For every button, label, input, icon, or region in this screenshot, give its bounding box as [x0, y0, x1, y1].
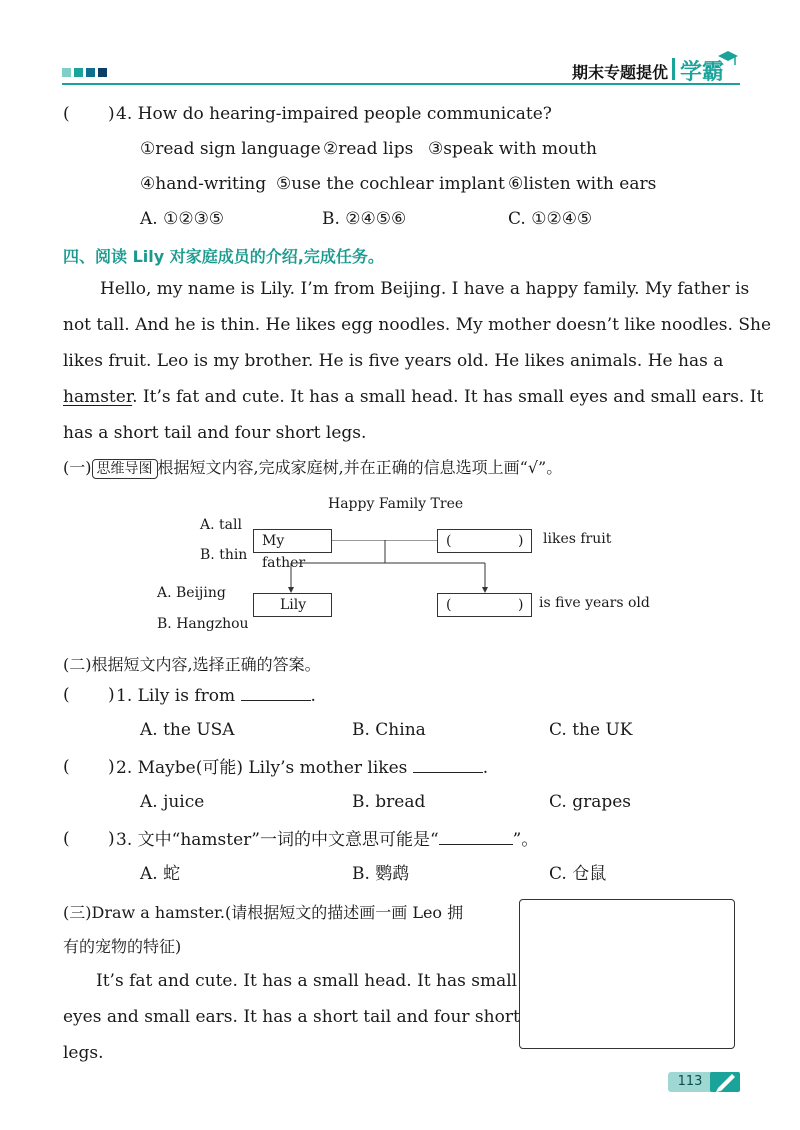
- answer-blank[interactable]: [413, 756, 483, 773]
- q3-paren-close: ): [108, 829, 115, 849]
- hamster-description: [63, 963, 520, 1071]
- mother-likes-fruit: likes fruit: [543, 531, 612, 547]
- passage-line: not tall. And he is thin. He likes egg noodles. My mother doesn’t like noodles. She: [63, 315, 771, 335]
- lily-option-b[interactable]: B. Hangzhou: [157, 616, 249, 632]
- pencil-icon: [710, 1066, 740, 1096]
- header-square: [98, 68, 107, 77]
- header-square: [86, 68, 95, 77]
- q1-question: 1. Lily is from .: [116, 686, 316, 706]
- hamster-word: hamster: [63, 387, 133, 407]
- drawing-area[interactable]: [519, 899, 735, 1049]
- q3-paren-open: (: [63, 829, 70, 849]
- part2-heading: (二)根据短文内容,选择正确的答案。: [63, 655, 321, 674]
- part1-heading: (一) 思维导图 根据短文内容,完成家庭树,并在正确的信息选项上画“√”。: [63, 458, 563, 477]
- lily-box: Lily: [253, 593, 332, 617]
- q2-option-b[interactable]: B. bread: [352, 792, 426, 812]
- q4-item: ⑥listen with ears: [508, 174, 657, 194]
- q4-question: 4. How do hearing-impaired people communicate?: [116, 104, 552, 124]
- reading-passage: [63, 271, 771, 451]
- header-square: [74, 68, 83, 77]
- q1-paren-open: (: [63, 685, 70, 705]
- q1-option-a[interactable]: A. the USA: [140, 720, 235, 740]
- q4-paren-open: (: [63, 104, 70, 124]
- q4-option-b[interactable]: B. ②④⑤⑥: [322, 209, 407, 229]
- passage-line: likes fruit. Leo is my brother. He is five years old. He likes animals. He has a: [63, 351, 724, 371]
- part3-heading-line1: (三)Draw a hamster.(请根据短文的描述画一画 Leo 拥: [63, 903, 464, 922]
- father-option-b[interactable]: B. thin: [200, 547, 248, 563]
- description-line: eyes and small ears. It has a short tail and four short: [63, 1007, 520, 1027]
- brother-age: is five years old: [539, 595, 650, 611]
- q4-item: ④hand-writing: [140, 174, 267, 194]
- q2-question: 2. Maybe(可能) Lily’s mother likes .: [116, 758, 489, 778]
- header-square: [62, 68, 71, 77]
- section-heading: 四、阅读 Lily 对家庭成员的介绍,完成任务。: [63, 247, 384, 266]
- header-squares: [62, 68, 107, 77]
- header-divider: [672, 58, 675, 80]
- passage-line: Hello, my name is Lily. I’m from Beijing. I have a happy family. My father is: [100, 279, 750, 299]
- q4-paren-close: ): [108, 104, 115, 124]
- graduation-cap-icon: [716, 50, 738, 68]
- father-box: My father: [253, 529, 332, 553]
- q1-paren-close: ): [108, 685, 115, 705]
- q3-option-a[interactable]: A. 蛇: [140, 864, 181, 884]
- father-option-a[interactable]: A. tall: [200, 517, 242, 533]
- lily-option-a[interactable]: A. Beijing: [157, 585, 226, 601]
- mother-box[interactable]: ( ): [437, 529, 532, 553]
- q3-option-b[interactable]: B. 鹦鹉: [352, 864, 410, 884]
- q1-option-c[interactable]: C. the UK: [549, 720, 633, 740]
- answer-blank[interactable]: [241, 684, 311, 701]
- tree-connectors: [280, 540, 510, 596]
- passage-line: hamster. It’s fat and cute. It has a small head. It has small eyes and small ears. It: [63, 387, 764, 407]
- q2-paren-close: ): [108, 757, 115, 777]
- q4-item: ⑤use the cochlear implant: [276, 174, 505, 194]
- q4-option-a[interactable]: A. ①②③⑤: [140, 209, 225, 229]
- q2-paren-open: (: [63, 757, 70, 777]
- q4-item: ①read sign language: [140, 139, 321, 159]
- mind-map-tag: 思维导图: [92, 459, 158, 479]
- q3-question: 3. 文中“hamster”一词的中文意思可能是“ ”。: [116, 830, 539, 850]
- header-rule: [62, 83, 740, 85]
- answer-blank[interactable]: [439, 828, 513, 845]
- q4-item: ②read lips: [323, 139, 414, 159]
- tree-title: Happy Family Tree: [328, 496, 464, 512]
- q2-option-c[interactable]: C. grapes: [549, 792, 632, 812]
- q2-option-a[interactable]: A. juice: [140, 792, 205, 812]
- page-number: 113: [668, 1072, 712, 1092]
- q3-option-c[interactable]: C. 仓鼠: [549, 864, 607, 884]
- description-line: It’s fat and cute. It has a small head. It has small: [96, 971, 518, 991]
- passage-line: has a short tail and four short legs.: [63, 423, 367, 443]
- series-title: 期末专题提优: [572, 63, 669, 82]
- q4-option-c[interactable]: C. ①②④⑤: [508, 209, 593, 229]
- q1-option-b[interactable]: B. China: [352, 720, 426, 740]
- q4-item: ③speak with mouth: [428, 139, 598, 159]
- brand-logo: 学霸: [680, 60, 725, 85]
- brother-box[interactable]: ( ): [437, 593, 532, 617]
- part3-heading-line2: 有的宠物的特征): [63, 937, 182, 956]
- description-line: legs.: [63, 1043, 104, 1063]
